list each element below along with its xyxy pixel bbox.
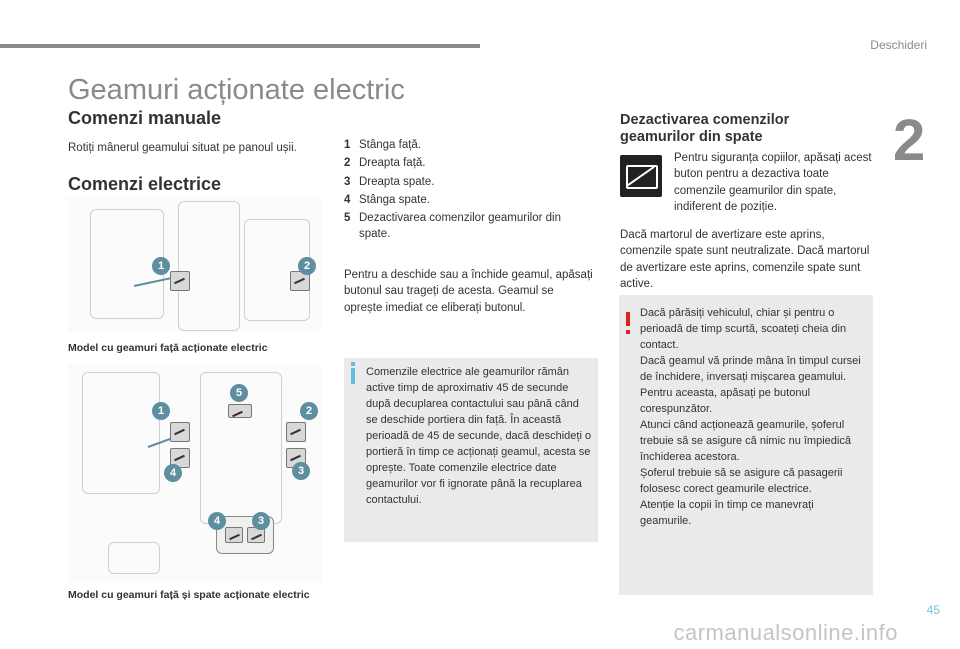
info-icon: [351, 368, 355, 384]
warning-icon: [626, 312, 630, 326]
list-item: 2 Dreapta față.: [344, 157, 426, 170]
figure-all-windows: [68, 364, 322, 582]
badge-4: 4: [164, 464, 182, 482]
list-item: 4 Stânga spate.: [344, 193, 430, 206]
header-rule: [0, 44, 480, 48]
badge-1: 1: [152, 402, 170, 420]
warning-lamp-text: Dacă martorul de avertizare este aprins, comenzile spate sunt neutralizate. Dacă martorul de avertizare este aprins, comenzile spate sunt active.: [620, 229, 870, 290]
warning-text: [640, 305, 868, 529]
warning-line: Atenție la copii în timp ce manevrați geamurile.: [640, 499, 814, 527]
badge-1: 1: [152, 257, 170, 275]
badge-5: 5: [230, 384, 248, 402]
zoom-badge-3: 3: [252, 512, 270, 530]
console-outline: [82, 372, 160, 494]
figure2-caption: Model cu geamuri față și spate acționate electric: [68, 589, 310, 601]
badge-3: 3: [292, 462, 310, 480]
zoom-badge-4: 4: [208, 512, 226, 530]
badge-2: 2: [298, 257, 316, 275]
watermark: carmanualsonline.info: [673, 620, 898, 645]
manual-heading: Comenzi manuale: [68, 108, 222, 128]
page-title: Geamuri acționate electric: [68, 74, 405, 106]
window-switch-front-left: [170, 422, 190, 442]
window-switch-front-right: [286, 422, 306, 442]
rear-lock-switch: [228, 404, 252, 418]
chapter-number: 2: [893, 108, 926, 173]
electric-heading: Comenzi electrice: [68, 174, 222, 194]
warning-line: Dacă părăsiți vehiculul, chiar și pentru o perioadă de timp scurtă, scoateți cheia din contact.: [640, 307, 847, 351]
list-item: 5 Dezactivarea comenzilor geamurilor din spate.: [344, 212, 561, 241]
switch-legend-list: [344, 137, 594, 245]
deactivation-text: Pentru siguranța copiilor, apăsați acest buton pentru a dezactiva toate comenzile geamurilor din spate, indiferent de poziție.: [674, 152, 872, 213]
zoom-switch-rear-left: [225, 527, 243, 543]
section-label: Deschideri: [870, 38, 927, 52]
page-number: 45: [926, 603, 940, 617]
list-item: 3 Dreapta spate.: [344, 175, 435, 188]
warning-line: Șoferul trebuie să se asigure că pasagerii folosesc corect geamurile electrice.: [640, 467, 843, 495]
badge-2: 2: [300, 402, 318, 420]
warning-line: Dacă geamul vă prinde mâna în timpul cursei de închidere, inversați mișcarea geamului. Pentru aceasta, apăsați pe butonul corespunzător.: [640, 355, 861, 415]
deactivation-heading: Dezactivarea comenzilor geamurilor din spate: [620, 112, 790, 145]
info-text: Comenzile electrice ale geamurilor rămân active timp de aproximativ 45 de secunde după decuplarea contactului sau până când se deschide portiera din față. În această perioadă de 45 de secunde, dacă deschideți o portieră în timp ce acționați geamul, acesta se oprește. Toate comenzile electrice date geamurilor vor fi ignorate până la recuplarea contactului.: [366, 366, 592, 506]
seat-outline: [178, 201, 240, 331]
list-item: 1 Stânga față.: [344, 139, 422, 151]
window-switch-front-left: [170, 271, 190, 291]
warning-line: Atunci când acționează geamurile, șoferul trebuie să se asigure că nimic nu împiedică închiderea acestora.: [640, 419, 851, 463]
floor-outline: [108, 542, 160, 574]
figure-front-windows: [68, 197, 322, 332]
manual-text: Rotiți mânerul geamului situat pe panoul ușii.: [68, 142, 297, 154]
rear-window-lock-icon: [620, 155, 662, 197]
operation-text: Pentru a deschide sau a închide geamul, apăsați butonul sau trageți de acesta. Geamul se oprește imediat ce eliberați butonul.: [344, 269, 593, 314]
figure1-caption: Model cu geamuri față acționate electric: [68, 342, 268, 354]
